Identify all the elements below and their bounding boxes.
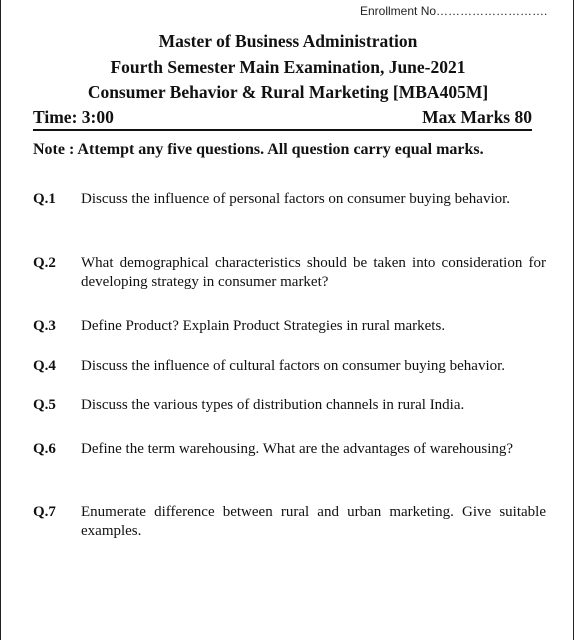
question-text: Discuss the influence of personal factors on consumer buying behavior. [81,191,511,207]
question-number: Q.7 [33,504,56,520]
time-label: Time: 3:00 [33,107,114,127]
exam-meta-row [33,107,532,131]
question-text: Discuss the influence of cultural factors on consumer buying behavior. [81,358,506,374]
question-number: Q.2 [33,255,56,271]
question-text: What demographical characteristics should be taken into consideration for developing strategy in consumer market? [81,255,546,290]
program-title: Master of Business Administration [158,31,418,51]
max-marks-label: Max Marks 80 [422,107,532,127]
enrollment-number-label: Enrollment No………………………. [360,4,548,18]
question-text: Enumerate difference between rural and urban marketing. Give suitable examples. [81,504,546,539]
course-title: Consumer Behavior & Rural Marketing [MBA405M] [87,82,489,102]
question-text: Define Product? Explain Product Strategies in rural markets. [81,318,446,334]
exam-title: Fourth Semester Main Examination, June-2021 [110,57,466,77]
instructions-note: Note : Attempt any five questions. All question carry equal marks. [33,141,484,158]
question-text: Discuss the various types of distribution channels in rural India. [81,397,465,413]
question-number: Q.6 [33,441,56,457]
question-number: Q.3 [33,318,56,334]
question-number: Q.1 [33,191,56,207]
question-number: Q.5 [33,397,56,413]
question-text: Define the term warehousing. What are the advantages of warehousing? [81,441,514,457]
question-number: Q.4 [33,358,56,374]
